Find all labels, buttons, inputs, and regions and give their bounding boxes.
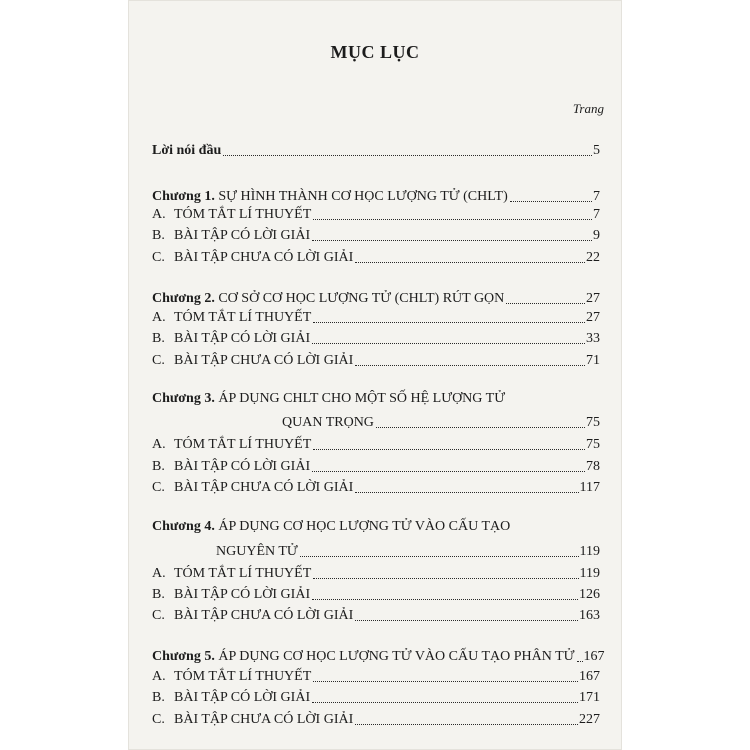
toc-entry-2a[interactable] bbox=[152, 309, 600, 327]
leader-dots bbox=[313, 578, 578, 579]
toc-entry-chapter-3-line2[interactable] bbox=[282, 414, 600, 432]
leader-dots bbox=[312, 599, 578, 600]
item-page: 171 bbox=[579, 690, 600, 705]
leader-dots bbox=[313, 449, 585, 450]
leader-dots bbox=[313, 219, 592, 220]
item-label: BÀI TẬP CÓ LỜI GIẢI bbox=[174, 228, 311, 243]
item-page: 33 bbox=[586, 331, 600, 346]
item-letter: C. bbox=[152, 480, 165, 495]
chapter-page: 75 bbox=[586, 415, 600, 430]
chapter-head: Chương 1. bbox=[152, 189, 215, 204]
item-label: BÀI TẬP CÓ LỜI GIẢI bbox=[174, 459, 311, 474]
item-label: BÀI TẬP CHƯA CÓ LỜI GIẢI bbox=[174, 353, 354, 368]
toc-entry-1b[interactable] bbox=[152, 227, 600, 245]
item-page: 22 bbox=[586, 250, 600, 265]
toc-entry-3c[interactable] bbox=[152, 479, 600, 497]
chapter-title: CƠ SỞ CƠ HỌC LƯỢNG TỬ (CHLT) RÚT GỌN bbox=[218, 291, 505, 306]
toc-entry-4b[interactable] bbox=[152, 586, 600, 604]
item-letter: B. bbox=[152, 690, 165, 705]
leader-dots bbox=[355, 365, 585, 366]
toc-entry-chapter-4-line2[interactable] bbox=[216, 543, 600, 561]
book-page bbox=[128, 0, 622, 750]
preface-label: Lời nói đầu bbox=[152, 143, 222, 158]
leader-dots bbox=[312, 471, 585, 472]
leader-dots bbox=[510, 201, 592, 202]
toc-entry-5c[interactable] bbox=[152, 711, 600, 729]
chapter-title-cont: QUAN TRỌNG bbox=[282, 415, 374, 430]
toc-entry-chapter-4-line1[interactable] bbox=[152, 518, 510, 536]
item-page: 119 bbox=[579, 566, 600, 581]
leader-dots bbox=[223, 155, 592, 156]
preface-page: 5 bbox=[593, 143, 600, 158]
item-page: 167 bbox=[579, 669, 600, 684]
toc-entry-2b[interactable] bbox=[152, 330, 600, 348]
item-label: TÓM TẮT LÍ THUYẾT bbox=[174, 437, 312, 452]
item-label: BÀI TẬP CÓ LỜI GIẢI bbox=[174, 331, 311, 346]
item-letter: A. bbox=[152, 669, 166, 684]
item-page: 75 bbox=[586, 437, 600, 452]
chapter-title: ÁP DỤNG CƠ HỌC LƯỢNG TỬ VÀO CẤU TẠO bbox=[218, 519, 511, 534]
item-label: BÀI TẬP CÓ LỜI GIẢI bbox=[174, 690, 311, 705]
item-letter: C. bbox=[152, 353, 165, 368]
toc-entry-4c[interactable] bbox=[152, 607, 600, 625]
leader-dots bbox=[312, 343, 585, 344]
chapter-page: 7 bbox=[593, 189, 600, 204]
leader-dots bbox=[313, 681, 578, 682]
toc-entry-chapter-3-line1[interactable] bbox=[152, 390, 505, 408]
toc-entry-3a[interactable] bbox=[152, 436, 600, 454]
chapter-page: 119 bbox=[579, 544, 600, 559]
leader-dots bbox=[577, 661, 583, 662]
item-label: BÀI TẬP CHƯA CÓ LỜI GIẢI bbox=[174, 712, 354, 727]
chapter-title-cont: NGUYÊN TỬ bbox=[216, 544, 298, 559]
item-page: 27 bbox=[586, 310, 600, 325]
item-page: 71 bbox=[586, 353, 600, 368]
leader-dots bbox=[313, 322, 585, 323]
page-column-label: Trang bbox=[572, 101, 604, 116]
item-label: BÀI TẬP CHƯA CÓ LỜI GIẢI bbox=[174, 480, 354, 495]
toc-entry-1a[interactable] bbox=[152, 206, 600, 224]
item-page: 163 bbox=[579, 608, 600, 623]
leader-dots bbox=[506, 303, 585, 304]
toc-entry-4a[interactable] bbox=[152, 565, 600, 583]
item-letter: C. bbox=[152, 712, 165, 727]
item-letter: B. bbox=[152, 331, 165, 346]
item-letter: B. bbox=[152, 459, 165, 474]
item-letter: A. bbox=[152, 566, 166, 581]
item-page: 7 bbox=[593, 207, 600, 222]
leader-dots bbox=[312, 240, 592, 241]
toc-entry-2c[interactable] bbox=[152, 352, 600, 370]
leader-dots bbox=[355, 262, 585, 263]
chapter-title: ÁP DỤNG CƠ HỌC LƯỢNG TỬ VÀO CẤU TẠO PHÂN TỬ bbox=[218, 649, 575, 664]
chapter-page: 27 bbox=[586, 291, 600, 306]
chapter-head: Chương 2. bbox=[152, 291, 215, 306]
item-label: BÀI TẬP CÓ LỜI GIẢI bbox=[174, 587, 311, 602]
item-letter: A. bbox=[152, 437, 166, 452]
item-letter: B. bbox=[152, 587, 165, 602]
chapter-title: ÁP DỤNG CHLT CHO MỘT SỐ HỆ LƯỢNG TỬ bbox=[218, 391, 506, 406]
leader-dots bbox=[376, 427, 585, 428]
toc-entry-chapter-5[interactable] bbox=[152, 648, 605, 666]
item-page: 78 bbox=[586, 459, 600, 474]
toc-entry-chapter-1[interactable] bbox=[152, 188, 600, 206]
toc-entry-preface[interactable] bbox=[152, 142, 600, 160]
item-page: 126 bbox=[579, 587, 600, 602]
chapter-head: Chương 4. bbox=[152, 519, 215, 534]
item-page: 227 bbox=[579, 712, 600, 727]
item-label: TÓM TẮT LÍ THUYẾT bbox=[174, 310, 312, 325]
item-label: TÓM TẮT LÍ THUYẾT bbox=[174, 669, 312, 684]
toc-entry-5a[interactable] bbox=[152, 668, 600, 686]
toc-entry-5b[interactable] bbox=[152, 689, 600, 707]
chapter-page: 167 bbox=[583, 649, 605, 664]
item-label: TÓM TẮT LÍ THUYẾT bbox=[174, 566, 312, 581]
toc-entry-3b[interactable] bbox=[152, 458, 600, 476]
item-page: 117 bbox=[579, 480, 600, 495]
item-letter: A. bbox=[152, 310, 166, 325]
leader-dots bbox=[312, 702, 578, 703]
page-title: MỤC LỤC bbox=[330, 42, 420, 62]
item-letter: C. bbox=[152, 608, 165, 623]
item-label: TÓM TẮT LÍ THUYẾT bbox=[174, 207, 312, 222]
leader-dots bbox=[355, 724, 578, 725]
item-letter: C. bbox=[152, 250, 165, 265]
leader-dots bbox=[355, 620, 578, 621]
item-label: BÀI TẬP CHƯA CÓ LỜI GIẢI bbox=[174, 250, 354, 265]
item-letter: B. bbox=[152, 228, 165, 243]
leader-dots bbox=[355, 492, 578, 493]
toc-entry-chapter-2[interactable] bbox=[152, 290, 600, 308]
item-letter: A. bbox=[152, 207, 166, 222]
toc-entry-1c[interactable] bbox=[152, 249, 600, 267]
chapter-title: SỰ HÌNH THÀNH CƠ HỌC LƯỢNG TỬ (CHLT) bbox=[218, 189, 508, 204]
chapter-head: Chương 5. bbox=[152, 649, 215, 664]
item-page: 9 bbox=[593, 228, 600, 243]
item-label: BÀI TẬP CHƯA CÓ LỜI GIẢI bbox=[174, 608, 354, 623]
chapter-head: Chương 3. bbox=[152, 391, 215, 406]
leader-dots bbox=[300, 556, 579, 557]
